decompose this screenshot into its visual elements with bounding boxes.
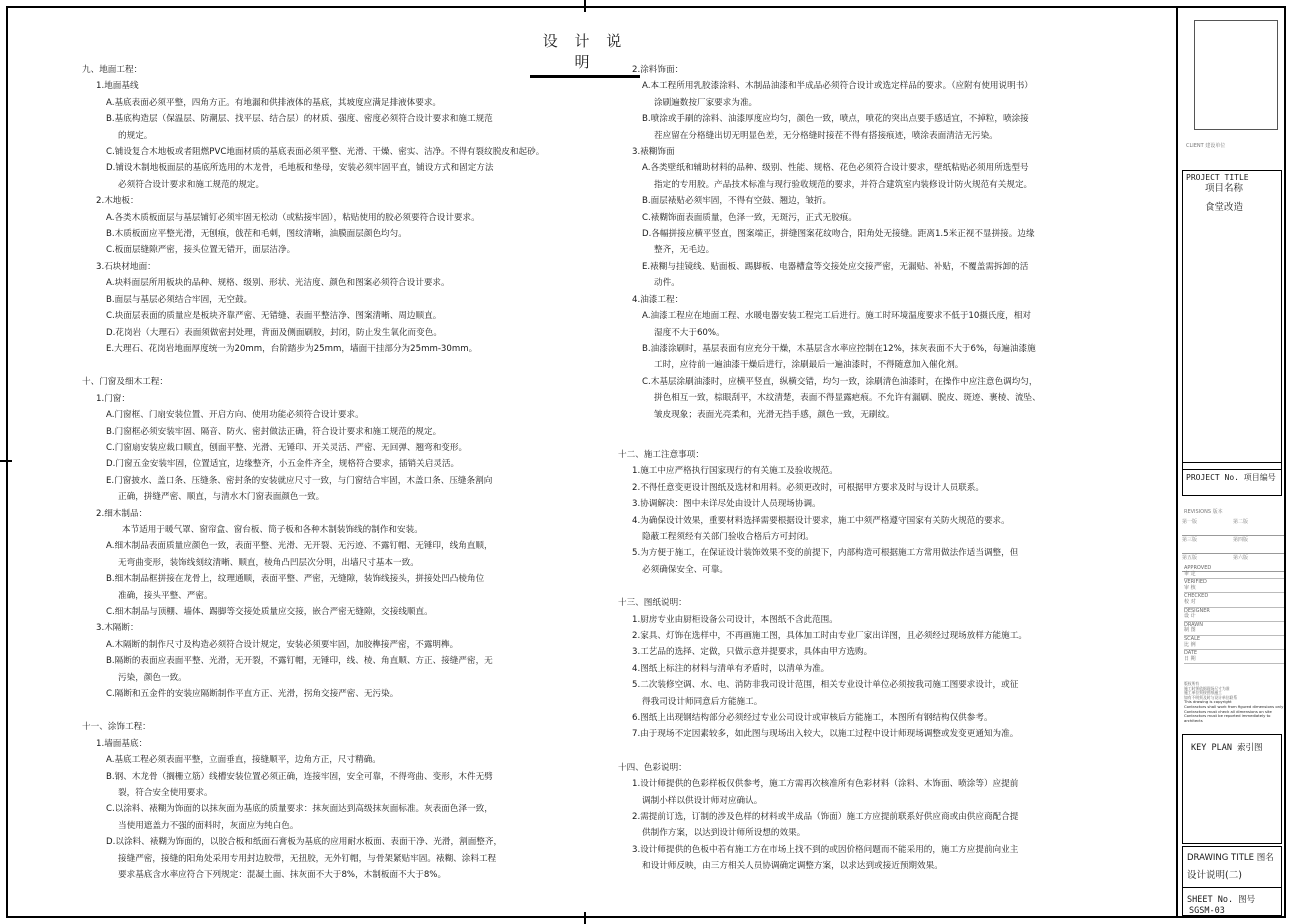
key-plan-label: KEY PLAN 索引图 (1191, 743, 1263, 753)
disclaimer-line: Contractors must check all dimensions on site (1184, 708, 1272, 714)
note-line: B.油漆涂刷时，基层表面有应充分干燥，木基层含水率应控制在12%，抹灰表面不大于6%，每遍油漆施 (642, 343, 1036, 354)
subsection-line: 3.设计师提供的色板中若有施工方在市场上找不到的或因价格问题而不能采用的，施工方应提前向业主 (632, 844, 1019, 855)
revision-row (1182, 536, 1284, 554)
role-label-en: APPROVED (1184, 565, 1212, 571)
note-line: 指定的专用胶。产品技术标准与现行验收规范的要求，并符合建筑室内装修设计防火规范有关规定。 (654, 179, 1033, 190)
role-entry (1184, 580, 1284, 593)
key-plan-box (1182, 734, 1282, 844)
revisions-label: REVISIONS 版本 (1184, 509, 1223, 515)
role-label-en: DESIGNER (1184, 607, 1210, 614)
drawing-title-label: DRAWING TITLE 图名 (1187, 853, 1274, 863)
section-right_column-3 (618, 760, 1098, 875)
revisions-grid (1182, 518, 1284, 572)
note-line: A.各类壁纸和辅助材料的品种、级别、性能、规格、花色必须符合设计要求，壁纸粘贴必须用所选型号 (642, 163, 1029, 174)
roles-list (1184, 566, 1284, 665)
role-label-cn: 设 计 (1184, 613, 1196, 620)
note-line: 的规定。 (118, 130, 153, 141)
note-line: B.细木制品框拼接在龙骨上，纹理通顺，表面平整、严密，无缝隙，装饰线接头，拼接处凹凸棱角位 (106, 574, 485, 585)
note-line: A.细木制品表面质量应颜色一致，表面平整、光滑、无开裂、无污迹、不露钉帽、无锤印，线角直顺， (106, 541, 493, 552)
note-line: C.细木制品与顶棚、墙体、踢脚等交接处质量应交接，嵌合严密无缝隙，交接线顺直。 (106, 607, 433, 617)
subsection-line: 3.协调解决：图中未详尽处由设计人员现场协调。 (632, 499, 821, 510)
subsection-line: 1.门窗： (96, 393, 130, 404)
note-line: B.木质板面应平整光滑，无刨痕，戗茬和毛刺，图纹清晰，油膜面层颜色均匀。 (106, 229, 407, 240)
title-block (1176, 6, 1286, 918)
subsection-line: 4.油漆工程： (632, 294, 684, 305)
client-label: CLIENT 建设单位 (1186, 143, 1226, 149)
disclaimer-line: 版权所有 (1184, 681, 1200, 686)
section-right_column-0 (618, 62, 1098, 423)
note-line: A.基底表面必须平整，四角方正。有地漏和供排液体的基底，其坡度应满足排液体要求。 (106, 97, 442, 108)
document-title: 设 计 说 明 (530, 30, 640, 78)
project-no-box (1182, 462, 1282, 496)
note-line: 供制作方案，以达到设计师所设想的效果。 (642, 828, 806, 839)
role-label-cn: 日 期 (1184, 655, 1196, 662)
sheet-no: SGSM-03 (1189, 906, 1225, 916)
role-label-cn: 审 定 (1184, 570, 1196, 577)
note-line: 湿度不大于60%。 (654, 327, 725, 338)
note-line: A.各类木质板面层与基层铺钉必须牢固无松动（或粘接牢固），粘贴使用的胶必须要符合设计要求。 (106, 212, 480, 223)
subsection-line: 2.家具、灯饰在选样中，不再画施工图，具体加工时由专业厂家出详图，且必须经过现场放样方能施工。 (632, 631, 1027, 641)
note-line: D.门窗五金安装牢固，位置适宜，边缘整齐，小五金件齐全，规格符合要求，插销关启灵活。 (106, 459, 460, 470)
subsection-line: 1.厨房专业由厨柜设备公司设计，本图纸不含此范围。 (632, 614, 838, 625)
role-label-cn: 比 例 (1184, 641, 1196, 648)
project-no-label: PROJECT No. 项目编号 (1186, 473, 1276, 482)
note-line: 要求基底含水率应符合下列规定：混凝土面、抹灰面不大于8%，木制板面不大于8%。 (118, 870, 447, 881)
section-title: 十、门窗及细木工程： (82, 377, 168, 388)
note-line: 裂，符合安全使用要求。 (118, 788, 213, 799)
note-line: A.块料面层所用板块的品种、规格、级别、形状、光洁度、颜色和图案必须符合设计要求。 (106, 278, 450, 289)
role-label-en: DRAWN (1184, 621, 1203, 628)
disclaimer-line: Contractors must be reported immediately to architects (1184, 713, 1271, 723)
note-line: 隐蔽工程须经有关部门验收合格后方可封闭。 (642, 531, 814, 542)
note-line: 得我司设计师同意后方能施工。 (642, 696, 763, 707)
note-line: 接缝严密，接缝的阳角处采用专用封边胶带，无扭胶，无外钉帽，与骨架紧贴牢固。裱糊、涂料工程 (118, 853, 497, 864)
subsection-line: 2.细木制品： (96, 508, 148, 519)
note-line: C.隔断和五金件的安装应隔断制作平直方正、光滑，拐角交接严密、无污染。 (106, 689, 399, 700)
notes-column-left (82, 62, 602, 901)
note-line: 准确，接头平整、严密。 (118, 590, 213, 601)
center-tick-left (0, 460, 12, 462)
subsection-line: 4.图纸上标注的材料与清单有矛盾时，以清单为准。 (632, 663, 830, 674)
disclaimer-line: Contractors shall work from figured dimensions only (1184, 703, 1284, 709)
section-title: 十一、涂饰工程： (82, 722, 151, 733)
section-title: 十三、图纸说明： (618, 598, 687, 609)
role-label-cn: 制 图 (1184, 627, 1196, 634)
note-line: 污染，颜色一致。 (118, 672, 187, 683)
subsection-line: 1.设计师提供的色彩样板仅供参考，施工方需再次核准所有色彩材料（涂料、木饰面、喷涂等）应提前 (632, 779, 1019, 790)
role-entry (1184, 566, 1284, 579)
note-line: 必须符合设计要求和施工规范的规定。 (118, 179, 265, 190)
note-line: A.门窗框、门扇安装位置、开启方向、使用功能必须符合设计要求。 (106, 410, 364, 421)
disclaimer-line: 施工时须依据现场尺寸为准 (1184, 685, 1230, 691)
center-tick-bottom (584, 912, 586, 924)
section-title: 九、地面工程： (82, 65, 143, 75)
role-label-cn: 审 核 (1184, 584, 1196, 591)
role-label-en: CHECKED (1184, 593, 1209, 600)
note-line: D.以涂料、裱糊为饰面的，以胶合板和纸面石膏板为基底的应用耐水板面、表面干净、光滑，割面整齐， (106, 837, 503, 848)
note-line: 皱皮现象；表面光亮柔和，光滑无挡手感，颜色一致，无刷纹。 (654, 409, 895, 420)
note-line: D.铺设木制地板面层的基底所选用的木龙骨，毛地板和垫母，安装必须牢固平直，铺设方式和固定方法 (106, 163, 494, 174)
note-line: 动件。 (654, 278, 680, 289)
role-entry (1184, 623, 1284, 636)
role-entry (1184, 594, 1284, 607)
project-title-label: PROJECT TITLE (1186, 173, 1249, 182)
subsection-line: 6.图纸上出现钢结构部分必须经过专业公司设计或审核后方能施工，本图所有钢结构仅供参考。 (632, 713, 993, 724)
role-label-en: SCALE (1184, 635, 1201, 642)
role-label-en: VERIFIED (1184, 579, 1207, 586)
note-line: 正确，拼缝严密、顺直，与清水木门窗表面颜色一致。 (118, 492, 325, 503)
note-line: B.面层与基层必须结合牢固，无空鼓。 (106, 294, 253, 305)
subsection-line: 3.木隔断： (96, 623, 139, 634)
subsection-line: 3.工艺品的选择、定做，只做示意并提要求，具体由甲方选购。 (632, 647, 873, 658)
section-right_column-2 (618, 595, 1098, 743)
subsection-line: 1.施工中应严格执行国家现行的有关施工及验收规范。 (632, 466, 838, 477)
note-line: 当使用遮盖力不强的面料时，灰面应为纯白色。 (118, 820, 299, 831)
note-line: B.隔断的表面应表面平整、光滑，无开裂，不露钉帽，无锤印，线、棱、角直顺、方正、接缝严密，无 (106, 656, 493, 667)
section-right_column-1 (618, 447, 1098, 578)
subsection-line: 2.不得任意变更设计图纸及选材和用料。必须更改时，可根据甲方要求及时与设计人员联系。 (632, 482, 984, 493)
note-line: 无弯曲变形，装饰线刻纹清晰、顺直，棱角凸凹层次分明，出墙尺寸基本一致。 (118, 557, 419, 568)
section-title: 十二、施工注意事项： (618, 449, 704, 460)
subsection-line: 2.涂料饰面： (632, 65, 684, 75)
note-line: 调制小样以供设计师对应确认。 (642, 795, 763, 806)
subsection-line: 2.需提前订选，订制的涉及色样的材料或半成品（饰面）施工方应提前联系好供应商或由供应商配合提 (632, 812, 1019, 823)
revision-cell: 第五版 (1182, 555, 1198, 561)
role-entry (1184, 609, 1284, 622)
disclaimer-line: This drawing is copyright (1184, 699, 1232, 705)
logo-box (1194, 20, 1278, 130)
section-left_column-2 (82, 719, 602, 883)
note-line: C.板面层缝隙严密，接头位置无错开，面层洁净。 (106, 245, 296, 256)
disclaimer-notes (1184, 682, 1284, 723)
role-label-cn: 校 对 (1184, 598, 1196, 605)
note-line: B.喷涂或手刷的涂料、油漆厚度应均匀，颜色一致，喷点，喷花的突出点要手感适宜，不掉粒，喷涂接 (642, 114, 1029, 125)
note-line: C.门窗扇安装应裁口顺直，刨面平整、光滑、无锤印、开关灵活、严密、无回弹、翘弯和变形。 (106, 442, 468, 453)
note-line: A.本工程所用乳胶漆涂料、木制品油漆和半成品必须符合设计或选定样品的要求。（应附有使用说明书） (642, 81, 1033, 92)
project-title-box (1182, 170, 1282, 470)
note-line: C.木基层涂刷油漆时，应横平竖直，纵横交错，均匀一致，涂刷清色油漆时，在操作中应注意色调均匀， (642, 376, 1038, 387)
drawing-title-box (1182, 846, 1282, 916)
note-line: B.基底构造层（保温层、防潮层、找平层、结合层）的材质、强度、密度必须符合设计要求和施工规范 (106, 114, 493, 125)
note-line: 拼色相互一致，棕眼刮平，木纹清楚，表面不得显露疤痕。不允许有漏刷、脱皮、斑迹、裹棱、流坠、 (654, 393, 1041, 404)
note-line: 工时，应待前一遍油漆干燥后进行，涂刷最后一遍油漆时，不得随意加入催化剂。 (654, 360, 964, 371)
drawing-title: 设计说明(二) (1183, 863, 1281, 888)
sheet-no-label: SHEET No. 图号 (1187, 895, 1256, 905)
note-line: C.块面层表面的质量应是板块齐靠严密、无错缝、表面平整洁净、图案清晰、周边顺直。 (106, 311, 442, 322)
note-line: 必须确保安全、可靠。 (642, 564, 728, 575)
note-line: D.花岗岩（大理石）表面须做密封处理，背面及侧面刷胶，封闭，防止发生氧化而变色。 (106, 327, 442, 338)
note-line: C.裱糊饰面表面质量，色泽一致，无斑污，正式无胶痕。 (642, 212, 857, 223)
subsection-line: 3.石块材地面： (96, 261, 156, 272)
subsection-line: 5.为方便于施工，在保证设计装饰效果不变的前提下，内部构造可根据施工方常用做法作适当调整，但 (632, 548, 1019, 559)
project-name: 食堂改造 (1205, 202, 1244, 213)
revision-cell: 第四版 (1233, 537, 1249, 543)
note-line: B.钢、木龙骨（搁栅立筋）线槽安装位置必须正确，连接牢固，安全可靠，不得弯曲、变形，木件无劈 (106, 771, 493, 782)
role-entry (1184, 651, 1284, 664)
notes-column-right (618, 62, 1098, 892)
subsection-line: 1.地面基线 (96, 81, 139, 92)
note-line: 和设计师反映，由三方相关人员协调确定调整方案，以求达到或接近预期效果。 (642, 861, 943, 872)
role-entry (1184, 637, 1284, 650)
section-left_column-0 (82, 62, 602, 357)
note-line: C.以涂料、裱糊为饰面的以抹灰面为基底的质量要求：抹灰面达到高级抹灰面标准。灰表面色泽一致， (106, 804, 493, 815)
note-line: A.油漆工程应在地面工程、水暖电器安装工程完工后进行。施工时环境温度要求不低于10摄氏度，相对 (642, 311, 1031, 322)
note-line: C.铺设复合木地板或者阻燃PVC地面材质的基底表面必须平整、光滑、干燥、密实、洁净。不得有裂纹脱皮和起砂。 (106, 147, 545, 158)
center-tick-top (584, 0, 586, 12)
note-line: B.门窗框必须安装牢固、隔音、防火、密封做法正确，符合设计要求和施工规范的规定。 (106, 426, 442, 437)
subsection-line: 4.为确保设计效果，重要材料选择需要根据设计要求，施工中须严格遵守国家有关防火规范的要求。 (632, 515, 1010, 526)
subsection-line: 5.二次装修空调、水、电、消防非我司设计范围，相关专业设计单位必须按我司施工图要求设计，或征 (632, 680, 1019, 691)
subsection-line: 2.木地板： (96, 196, 139, 207)
subsection-line: 3.裱糊饰面 (632, 147, 675, 158)
note-line: 本节适用于暖气罩、窗帘盒、窗台板、筒子板和各种木制装饰线的制作和安装。 (122, 524, 423, 535)
section-title: 十四、色彩说明： (618, 762, 687, 773)
note-line: B.面层裱贴必须牢固，不得有空鼓、翘边，皱折。 (642, 196, 832, 207)
note-line: E.裱糊与挂镜线、贴面板、踢脚板、电器槽盒等交接处应交接严密，无漏贴、补贴，不覆盖需拆卸的活 (642, 261, 1029, 272)
note-line: 茬应留在分格缝出切无明显色差，无分格缝时接茬不得有搭接痕迹，喷涂表面清洁无污染。 (654, 130, 998, 141)
disclaimer-line: 施工单位须按图纸施工 (1184, 690, 1222, 696)
disclaimer-line: 如有不明须及时与设计单位联系 (1184, 694, 1238, 700)
project-name-label: 项目名称 (1205, 183, 1244, 194)
subsection-line: 1.墙面基底： (96, 738, 148, 749)
note-line: A.木隔断的制作尺寸及构造必须符合设计规定，安装必须要牢固，加胶榫接严密，不露明榫。 (106, 639, 459, 650)
subsection-line: 7.由于现场不定因素较多，如此图与现场出入较大，以施工过程中设计师现场调整或发变更通知为准。 (632, 729, 1019, 740)
note-line: 整齐，无毛边。 (654, 245, 715, 256)
note-line: A.基底工程必须表面平整，立面垂直，接缝顺平，边角方正，尺寸精确。 (106, 755, 381, 766)
note-line: E.大理石、花岗岩地面厚度统一为20mm，台阶踏步为25mm，墙面干挂部分为25mm-30mm。 (106, 343, 478, 354)
revision-cell: 第二版 (1233, 519, 1249, 525)
note-line: D.各幅拼接应横平竖直，图案端正，拼缝图案花纹吻合，阳角处无接缝。距离1.5米正视不显拼接。边缘 (642, 229, 1035, 240)
note-line: E.门窗披水、盖口条、压缝条、密封条的安装就应尺寸一致，与门窗结合牢固，木盖口条、压缝条割向 (106, 475, 493, 486)
revision-cell: 第三版 (1182, 537, 1198, 543)
section-left_column-1 (82, 374, 602, 702)
revision-cell: 第六版 (1233, 555, 1249, 561)
revision-cell: 第一版 (1182, 519, 1198, 525)
note-line: 涂刷遍数按厂家要求为准。 (654, 97, 758, 108)
revision-row (1182, 518, 1284, 536)
role-label-en: DATE (1184, 650, 1198, 657)
